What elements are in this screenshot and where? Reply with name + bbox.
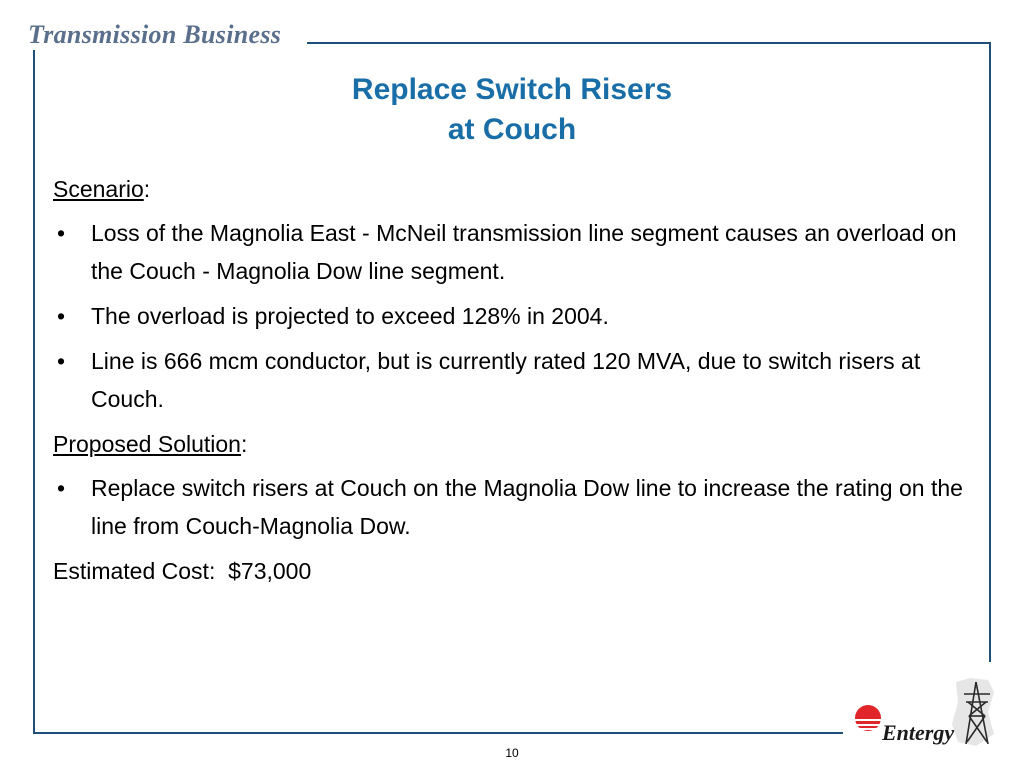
slide-title xyxy=(0,70,1024,150)
solution-bullet-text: Replace switch risers at Couch on the Magnolia Dow line to increase the rating on the line from Couch-Magnolia Dow. xyxy=(91,475,963,539)
scenario-heading xyxy=(53,170,963,208)
solution-bullet xyxy=(53,469,963,545)
header-title: Transmission Business xyxy=(24,20,285,50)
slide-title-line1: Replace Switch Risers xyxy=(351,73,673,106)
solution-heading xyxy=(53,425,963,463)
solution-label: Proposed Solution xyxy=(53,431,241,457)
logo-text: Entergy xyxy=(882,720,955,745)
scenario-bullet-text: Loss of the Magnolia East - McNeil transmission line segment causes an overload on the Couch - Magnolia Dow line segment. xyxy=(91,220,957,284)
frame-bottom-line xyxy=(33,732,843,734)
scenario-label: Scenario xyxy=(53,176,144,202)
scenario-bullet xyxy=(53,297,963,335)
bullet-dot: • xyxy=(57,475,66,501)
frame-top-line xyxy=(307,42,991,44)
slide-title-line2: at Couch xyxy=(447,113,577,146)
scenario-bullet-text: The overload is projected to exceed 128% in 2004. xyxy=(91,303,609,329)
entergy-logo xyxy=(848,672,998,752)
solution-colon: : xyxy=(240,431,248,457)
bullet-dot: • xyxy=(57,303,66,329)
bullet-dot: • xyxy=(57,220,66,246)
scenario-bullet-text: Line is 666 mcm conductor, but is currently rated 120 MVA, due to switch risers at Couch. xyxy=(91,348,921,412)
slide-content xyxy=(53,170,963,596)
scenario-colon: : xyxy=(143,176,151,202)
sun-emblem-icon xyxy=(854,705,882,731)
scenario-bullet xyxy=(53,342,963,418)
bullet-dot: • xyxy=(57,348,66,374)
scenario-bullet xyxy=(53,214,963,290)
estimated-cost: Estimated Cost: $73,000 xyxy=(53,558,312,584)
page-number: 10 xyxy=(505,746,519,760)
